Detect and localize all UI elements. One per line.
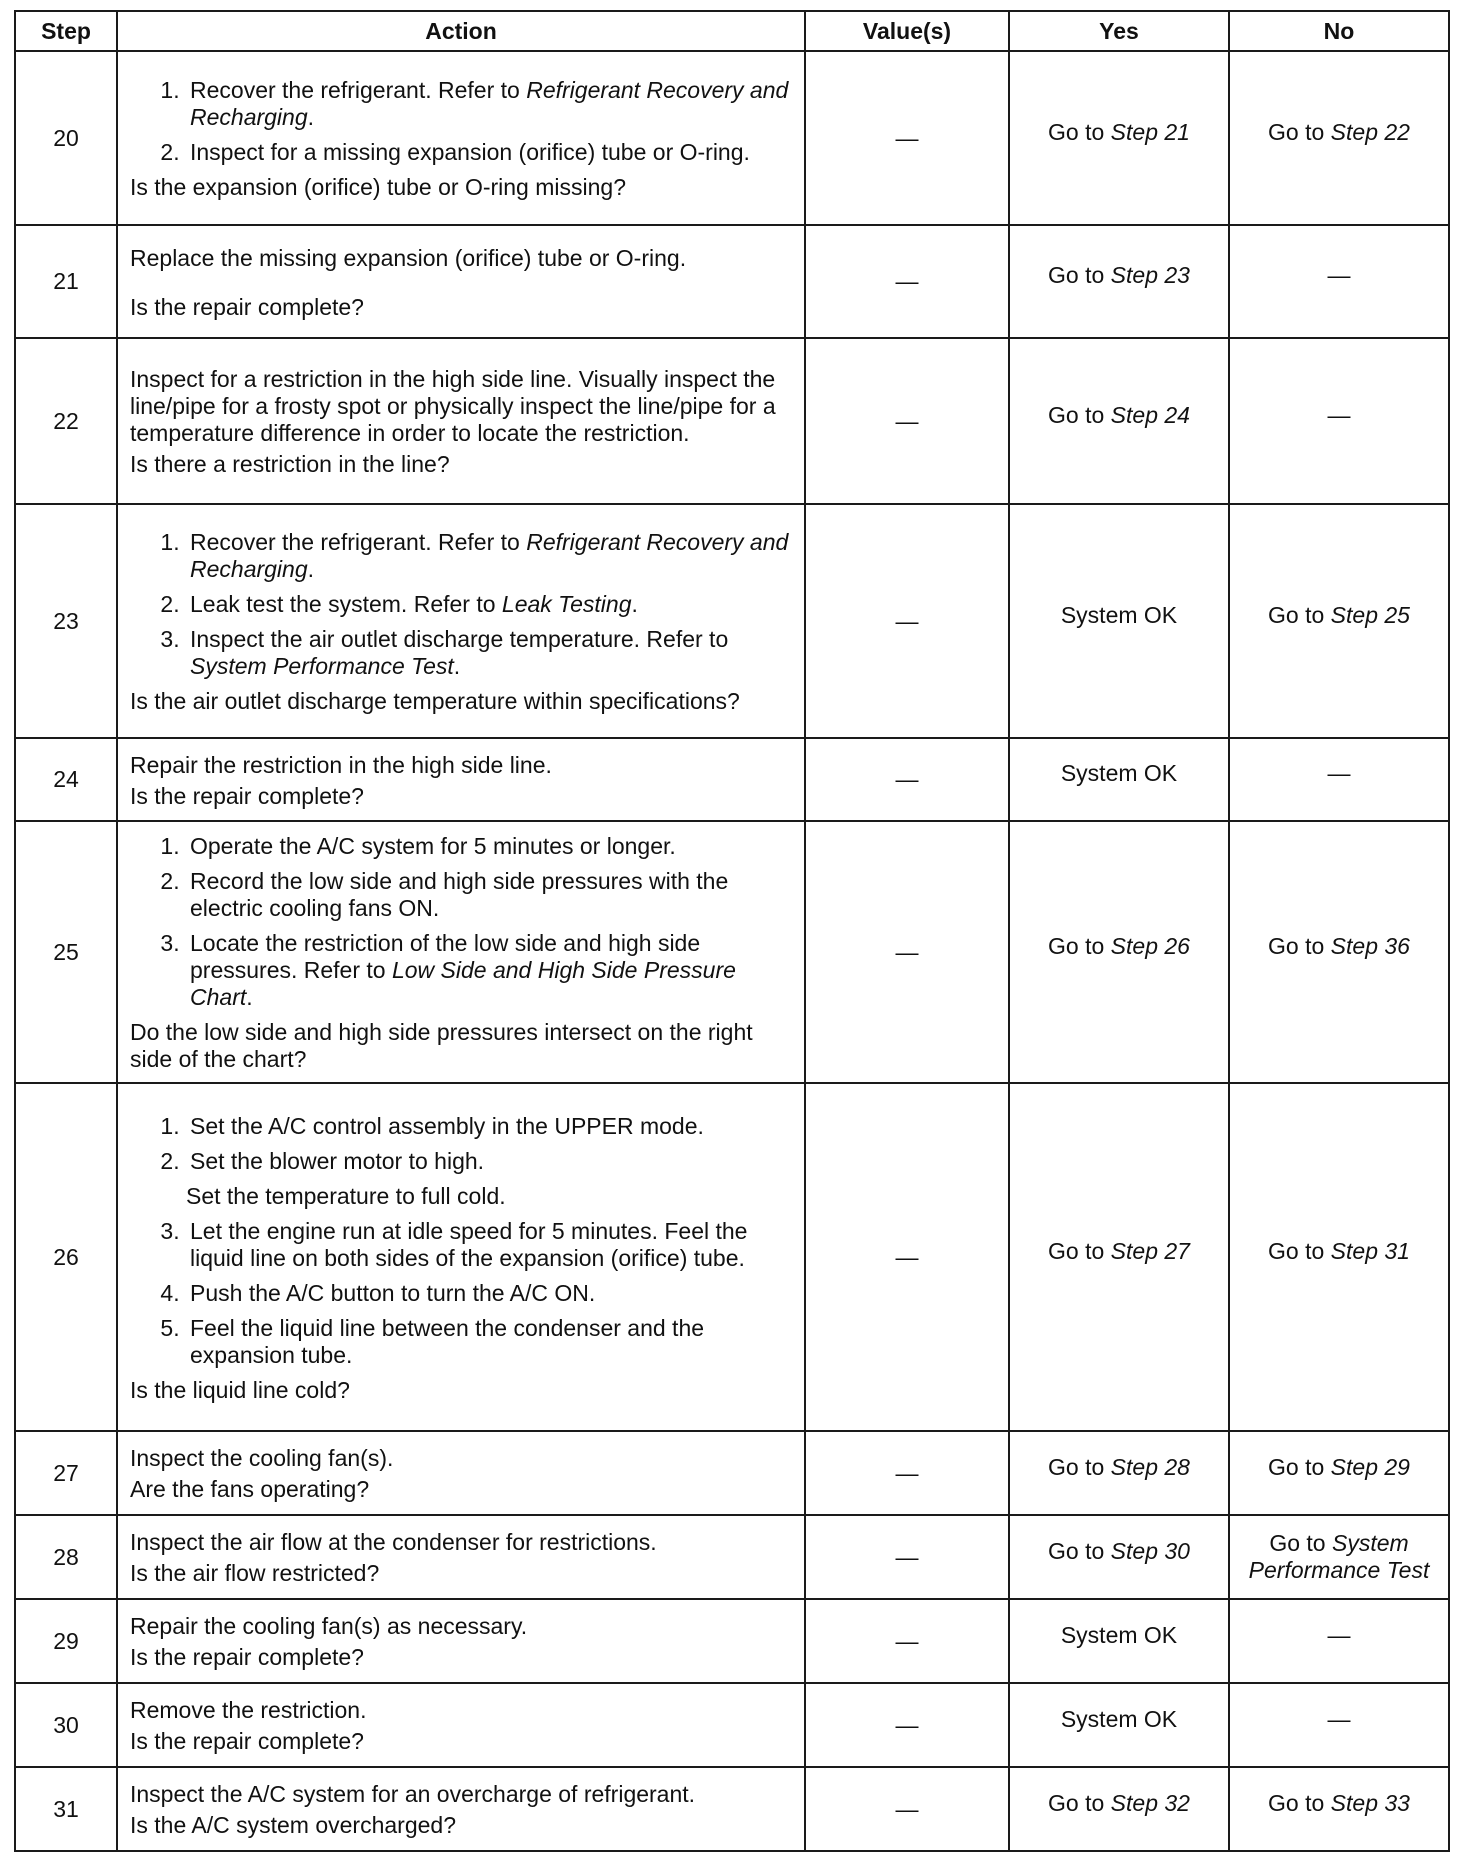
value-cell: — — [805, 1683, 1009, 1767]
table-row — [15, 1599, 1449, 1683]
table-row — [15, 1515, 1449, 1599]
table-row — [15, 738, 1449, 821]
question-text: Is the repair complete? — [130, 1644, 364, 1670]
yes-cell: Go to Step 21 — [1009, 51, 1229, 225]
value-cell: — — [805, 225, 1009, 338]
table-row — [15, 338, 1449, 504]
list-item: 2. Record the low side and high side pressures with the electric cooling fans ON. — [186, 868, 796, 922]
step-number: 29 — [15, 1599, 117, 1683]
question-text: Is the A/C system overcharged? — [130, 1812, 456, 1838]
list-item: 1. Operate the A/C system for 5 minutes or longer. — [186, 833, 796, 860]
question-text: Is the repair complete? — [130, 782, 364, 809]
header-step: Step — [15, 11, 117, 51]
action-text: Inspect for a restriction in the high side line. Visually inspect the line/pipe for a frosty spot or physically inspect the line/pipe for a temperature difference in order to locate the restriction. — [130, 366, 776, 446]
action-list — [130, 529, 796, 680]
step-number: 21 — [15, 225, 117, 338]
list-item: 2. Set the blower motor to high. — [186, 1148, 796, 1175]
step-number: 23 — [15, 504, 117, 738]
no-cell: — — [1229, 1599, 1449, 1683]
action-cell — [117, 821, 805, 1083]
list-item: 2. Inspect for a missing expansion (orifice) tube or O-ring. — [186, 139, 796, 166]
list-item: 3. Locate the restriction of the low side and high side pressures. Refer to Low Side and High Side Pressure Chart. — [186, 930, 796, 1011]
no-cell: Go to Step 31 — [1229, 1083, 1449, 1431]
list-item: 3. Let the engine run at idle speed for 5 minutes. Feel the liquid line on both sides of the expansion (orifice) tube. — [186, 1218, 796, 1272]
action-text: Repair the restriction in the high side line. — [130, 751, 552, 778]
no-cell: Go to Step 25 — [1229, 504, 1449, 738]
diagnostic-table — [14, 10, 1450, 1852]
step-number: 30 — [15, 1683, 117, 1767]
action-text: Inspect the A/C system for an overcharge of refrigerant. — [130, 1781, 696, 1807]
action-text: Replace the missing expansion (orifice) tube or O-ring. — [130, 244, 687, 271]
list-item: 4. Push the A/C button to turn the A/C ON. — [186, 1280, 796, 1307]
yes-cell: Go to Step 24 — [1009, 338, 1229, 504]
value-cell: — — [805, 1431, 1009, 1515]
action-text: Inspect the cooling fan(s). — [130, 1445, 394, 1471]
no-cell: Go to Step 22 — [1229, 51, 1449, 225]
question-text: Is the repair complete? — [130, 1728, 364, 1754]
no-cell: Go to Step 29 — [1229, 1431, 1449, 1515]
action-text: Inspect the air flow at the condenser for restrictions. — [130, 1529, 657, 1555]
no-cell: — — [1229, 338, 1449, 504]
header-no: No — [1229, 11, 1449, 51]
table-row — [15, 1083, 1449, 1431]
yes-cell: Go to Step 23 — [1009, 225, 1229, 338]
value-cell: — — [805, 51, 1009, 225]
value-cell: — — [805, 1767, 1009, 1851]
yes-cell: Go to Step 32 — [1009, 1767, 1229, 1851]
step-number: 26 — [15, 1083, 117, 1431]
table-row — [15, 1431, 1449, 1515]
yes-cell: System OK — [1009, 738, 1229, 821]
no-cell: — — [1229, 225, 1449, 338]
header-row — [15, 11, 1449, 51]
header-yes: Yes — [1009, 11, 1229, 51]
step-number: 24 — [15, 738, 117, 821]
list-item: 5. Feel the liquid line between the condenser and the expansion tube. — [186, 1315, 796, 1369]
yes-cell: Go to Step 30 — [1009, 1515, 1229, 1599]
list-item: 1. Recover the refrigerant. Refer to Refrigerant Recovery and Recharging. — [186, 529, 796, 583]
yes-cell: System OK — [1009, 1683, 1229, 1767]
action-cell — [117, 1431, 805, 1515]
value-cell: — — [805, 738, 1009, 821]
question-text: Is the expansion (orifice) tube or O-ring missing? — [130, 174, 626, 200]
list-item: 2. Leak test the system. Refer to Leak Testing. — [186, 591, 796, 618]
value-cell: — — [805, 1083, 1009, 1431]
step-number: 27 — [15, 1431, 117, 1515]
yes-cell: System OK — [1009, 1599, 1229, 1683]
table-row — [15, 504, 1449, 738]
action-cell — [117, 1767, 805, 1851]
table-row — [15, 1767, 1449, 1851]
header-action: Action — [117, 11, 805, 51]
step-number: 28 — [15, 1515, 117, 1599]
action-cell — [117, 1683, 805, 1767]
list-item-continuation: Set the temperature to full cold. — [186, 1182, 506, 1209]
question-text: Are the fans operating? — [130, 1476, 370, 1502]
table-row — [15, 225, 1449, 338]
question-text: Is there a restriction in the line? — [130, 451, 450, 477]
question-text: Is the liquid line cold? — [130, 1376, 350, 1403]
action-text: Repair the cooling fan(s) as necessary. — [130, 1613, 528, 1639]
yes-cell: System OK — [1009, 504, 1229, 738]
value-cell: — — [805, 1599, 1009, 1683]
yes-cell: Go to Step 26 — [1009, 821, 1229, 1083]
action-cell — [117, 738, 805, 821]
question-text: Is the repair complete? — [130, 293, 364, 320]
value-cell: — — [805, 1515, 1009, 1599]
question-text: Do the low side and high side pressures intersect on the right side of the chart? — [130, 1019, 753, 1072]
no-cell: Go to Step 33 — [1229, 1767, 1449, 1851]
list-item: 1. Set the A/C control assembly in the UPPER mode. — [186, 1113, 796, 1140]
action-cell — [117, 225, 805, 338]
step-number: 20 — [15, 51, 117, 225]
value-cell: — — [805, 338, 1009, 504]
question-text: Is the air flow restricted? — [130, 1560, 380, 1586]
action-cell — [117, 1083, 805, 1431]
list-item: 1. Recover the refrigerant. Refer to Refrigerant Recovery and Recharging. — [186, 77, 796, 131]
action-list — [130, 1218, 796, 1369]
step-number: 31 — [15, 1767, 117, 1851]
table-row — [15, 821, 1449, 1083]
action-cell — [117, 1599, 805, 1683]
question-text: Is the air outlet discharge temperature within specifications? — [130, 688, 740, 714]
no-cell: — — [1229, 738, 1449, 821]
table-row — [15, 51, 1449, 225]
action-list — [130, 1113, 796, 1175]
step-number: 25 — [15, 821, 117, 1083]
action-cell — [117, 504, 805, 738]
list-item: 3. Inspect the air outlet discharge temperature. Refer to System Performance Test. — [186, 626, 796, 680]
table-row — [15, 1683, 1449, 1767]
no-cell: Go to System Performance Test — [1229, 1515, 1449, 1599]
yes-cell: Go to Step 27 — [1009, 1083, 1229, 1431]
action-cell — [117, 1515, 805, 1599]
action-cell — [117, 51, 805, 225]
action-text: Remove the restriction. — [130, 1697, 367, 1723]
header-values: Value(s) — [805, 11, 1009, 51]
yes-cell: Go to Step 28 — [1009, 1431, 1229, 1515]
no-cell: — — [1229, 1683, 1449, 1767]
no-cell: Go to Step 36 — [1229, 821, 1449, 1083]
action-list — [130, 833, 796, 1011]
action-cell — [117, 338, 805, 504]
action-list — [130, 77, 796, 166]
value-cell: — — [805, 821, 1009, 1083]
value-cell: — — [805, 504, 1009, 738]
step-number: 22 — [15, 338, 117, 504]
